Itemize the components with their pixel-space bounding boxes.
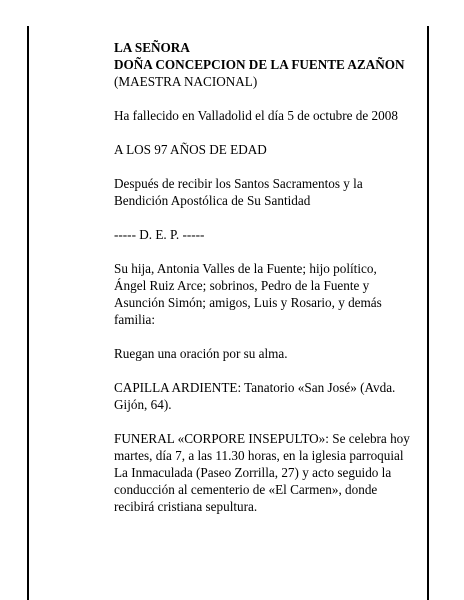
right-border-line <box>427 26 429 600</box>
left-border-line <box>27 26 29 600</box>
family-line-1: Su hija, Antonia Valles de la Fuente; hijo político, <box>114 261 377 276</box>
notice-title-line-2: DOÑA CONCEPCION DE LA FUENTE AZAÑON <box>114 57 405 72</box>
family-line-2: Ángel Ruiz Arce; sobrinos, Pedro de la Fuente y <box>114 278 370 293</box>
prayer-line: Ruegan una oración por su alma. <box>114 346 288 361</box>
obituary-notice <box>114 39 424 515</box>
death-statement: Ha fallecido en Valladolid el día 5 de octubre de 2008 <box>114 108 398 123</box>
funeral-line-4: conducción al cementerio de «El Carmen», donde <box>114 482 378 497</box>
funeral-line-3: La Inmaculada (Paseo Zorrilla, 27) y acto seguido la <box>114 465 392 480</box>
sacraments-line-1: Después de recibir los Santos Sacramentos y la <box>114 176 363 191</box>
chapel-line-2: Gijón, 64). <box>114 397 172 412</box>
family-line-3: Asunción Simón; amigos, Luis y Rosario, y demás <box>114 295 382 310</box>
dep-line: ----- D. E. P. ----- <box>114 227 205 242</box>
family-line-4: familia: <box>114 312 156 327</box>
age-statement: A LOS 97 AÑOS DE EDAD <box>114 142 267 157</box>
notice-title-line-3: (MAESTRA NACIONAL) <box>114 74 258 89</box>
chapel-line-1: CAPILLA ARDIENTE: Tanatorio «San José» (Avda. <box>114 380 396 395</box>
notice-title-line-1: LA SEÑORA <box>114 40 190 55</box>
funeral-line-1: FUNERAL «CORPORE INSEPULTO»: Se celebra hoy <box>114 431 410 446</box>
funeral-line-5: recibirá cristiana sepultura. <box>114 499 258 514</box>
funeral-line-2: martes, día 7, a las 11.30 horas, en la iglesia parroquial <box>114 448 404 463</box>
sacraments-line-2: Bendición Apostólica de Su Santidad <box>114 193 311 208</box>
